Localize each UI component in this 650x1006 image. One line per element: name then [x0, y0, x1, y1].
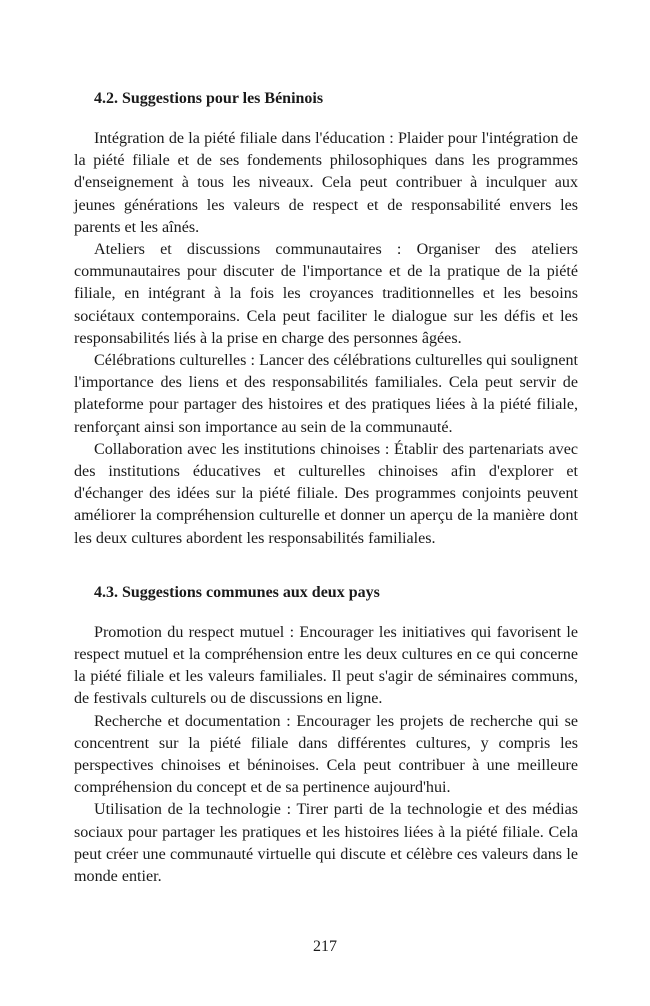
- page-body: [74, 88, 578, 888]
- paragraph-recherche: Recherche et documentation : Encourager les projets de recherche qui se concentrent sur la piété filiale dans différentes cultures, y compris les perspectives chinoises et béninoises. Cela peut contribuer à une meilleure compréhension du concept et de sa pertinence aujourd'hui.: [74, 712, 578, 797]
- section-suggestions-communes: [74, 582, 578, 888]
- paragraph-ateliers: Ateliers et discussions communautaires : Organiser des ateliers communautaires pour discuter de l'importance et de la pratique de la piété filiale, en intégrant à la fois les croyances traditionnelles et les besoins sociétaux contemporains. Cela peut faciliter le dialogue sur les défis et les responsabilités liés à la prise en charge des personnes âgées.: [74, 241, 578, 347]
- section-heading: 4.3. Suggestions communes aux deux pays: [94, 583, 380, 601]
- section-suggestions-beninois: [74, 88, 578, 550]
- section-heading: 4.2. Suggestions pour les Béninois: [94, 90, 324, 107]
- section-paragraphs: [74, 128, 578, 550]
- paragraph-education: Intégration de la piété filiale dans l'éducation : Plaider pour l'intégration de la piété filiale et de ses fondements philosophiques dans les programmes d'enseignement à tous les niveaux. Cela peut contribuer à inculquer aux jeunes générations les valeurs de respect et de responsabilité envers les parents et les aînés.: [74, 130, 578, 236]
- paragraph-technologie: Utilisation de la technologie : Tirer parti de la technologie et des médias sociaux pour partager les pratiques et les histoires liées à la piété filiale. Cela peut créer une communauté virtuelle qui discute et célèbre ces valeurs dans le monde entier.: [74, 801, 578, 886]
- paragraph-celebrations: Célébrations culturelles : Lancer des célébrations culturelles qui soulignent l'importance des liens et des responsabilités familiales. Cela peut servir de plateforme pour partager des histoires et des pratiques liées à la piété filiale, renforçant ainsi son importance au sein de la communauté.: [74, 352, 578, 436]
- section-paragraphs: [74, 622, 578, 888]
- paragraph-respect-mutuel: Promotion du respect mutuel : Encourager les initiatives qui favorisent le respect mutuel et la compréhension entre les deux cultures en ce qui concerne la piété filiale et les valeurs familiales. Il peut s'agir de séminaires communs, de festivals culturels ou de discussions en ligne.: [74, 623, 578, 708]
- page-number: 217: [313, 938, 337, 955]
- paragraph-collaboration: Collaboration avec les institutions chinoises : Établir des partenariats avec des institutions éducatives et culturelles chinoises afin d'explorer et d'échanger des idées sur la piété filiale. Des programmes conjoints peuvent améliorer la compréhension culturelle et donner un aperçu de la manière dont les deux cultures abordent les responsabilités familiales.: [74, 440, 578, 547]
